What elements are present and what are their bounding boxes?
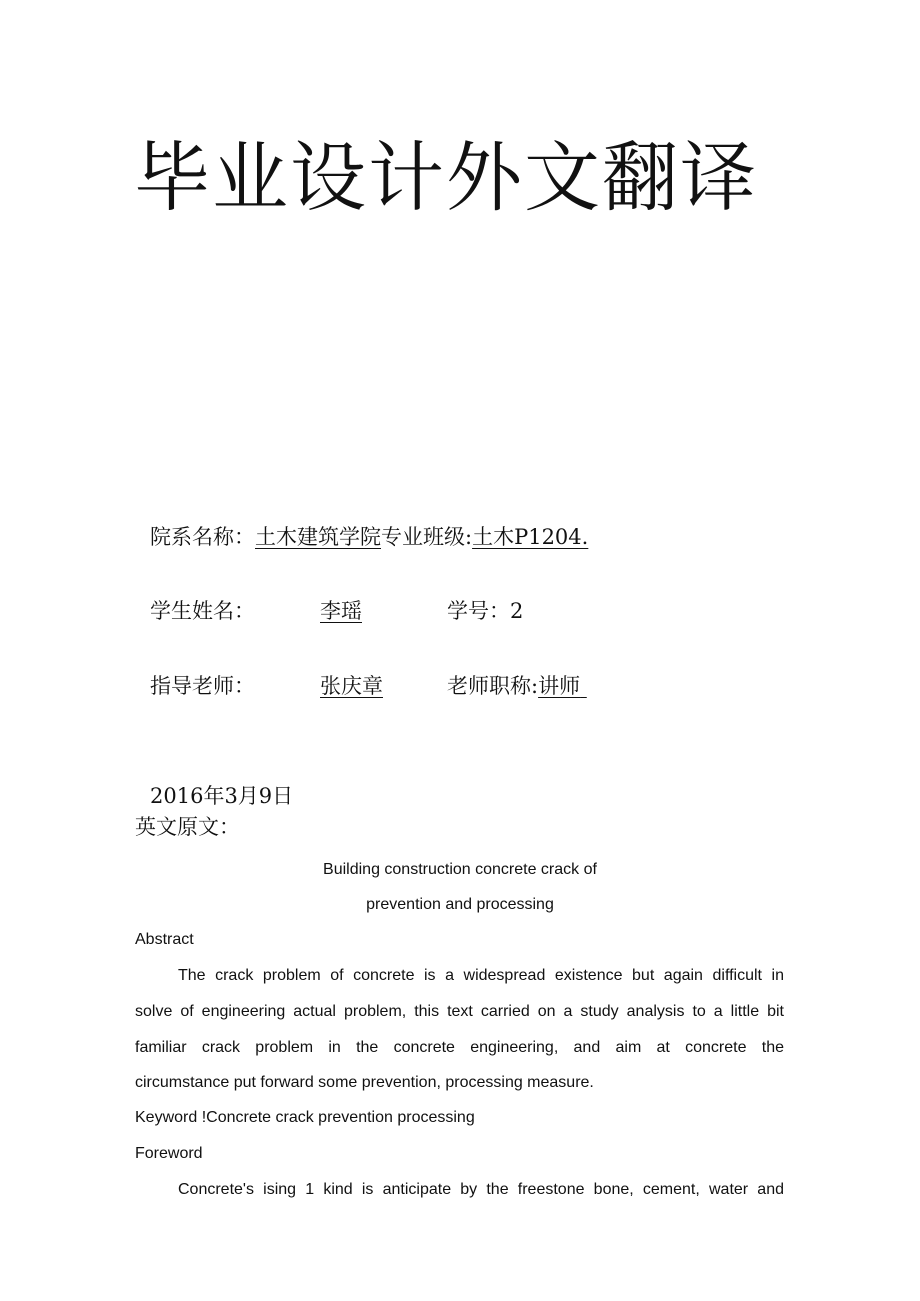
student-id-field <box>447 601 523 622</box>
abstract-line: The crack problem of concrete is a widespread existence but again difficult in <box>178 967 784 984</box>
major-label: 专业班级: <box>381 525 473 549</box>
advisor-rank-label: 老师职称: <box>447 674 539 698</box>
advisor-rank-value: 讲师 <box>538 674 581 698</box>
info-row-department <box>150 527 588 548</box>
advisor-label: 指导老师： <box>150 674 255 698</box>
page-title: 毕业设计外文翻译 <box>134 133 758 222</box>
abstract-line: solve of engineering actual problem, this text carried on a study analysis to a little bit <box>135 1003 784 1020</box>
abstract-heading: Abstract <box>135 931 194 948</box>
rank-underline-pad <box>580 674 587 698</box>
info-row-student <box>150 601 255 622</box>
foreword-heading: Foreword <box>135 1145 203 1162</box>
keyword-line: Keyword !Concrete crack prevention processing <box>135 1109 475 1126</box>
student-name-label: 学生姓名： <box>150 599 255 623</box>
info-row-advisor <box>150 676 255 697</box>
date-text: 2016年3月9日 <box>150 784 294 808</box>
major-value: 土木P1204. <box>472 525 589 549</box>
student-id-label: 学号： <box>447 599 510 623</box>
department-value: 土木建筑学院 <box>255 525 381 549</box>
student-name-value: 李瑶 <box>320 599 362 623</box>
advisor-value: 张庆章 <box>320 674 383 698</box>
original-text-label: 英文原文： <box>135 815 240 839</box>
student-id-value: 2 <box>510 599 524 623</box>
advisor-rank-field <box>447 676 587 697</box>
paper-title-line-1: Building construction concrete crack of <box>323 861 597 878</box>
abstract-line: circumstance put forward some prevention, processing measure. <box>135 1074 594 1091</box>
abstract-line: familiar crack problem in the concrete engineering, and aim at concrete the <box>135 1039 784 1056</box>
foreword-line: Concrete's ising 1 kind is anticipate by the freestone bone, cement, water and <box>178 1181 784 1198</box>
paper-title-line-2: prevention and processing <box>366 896 554 913</box>
department-label: 院系名称： <box>150 525 255 549</box>
